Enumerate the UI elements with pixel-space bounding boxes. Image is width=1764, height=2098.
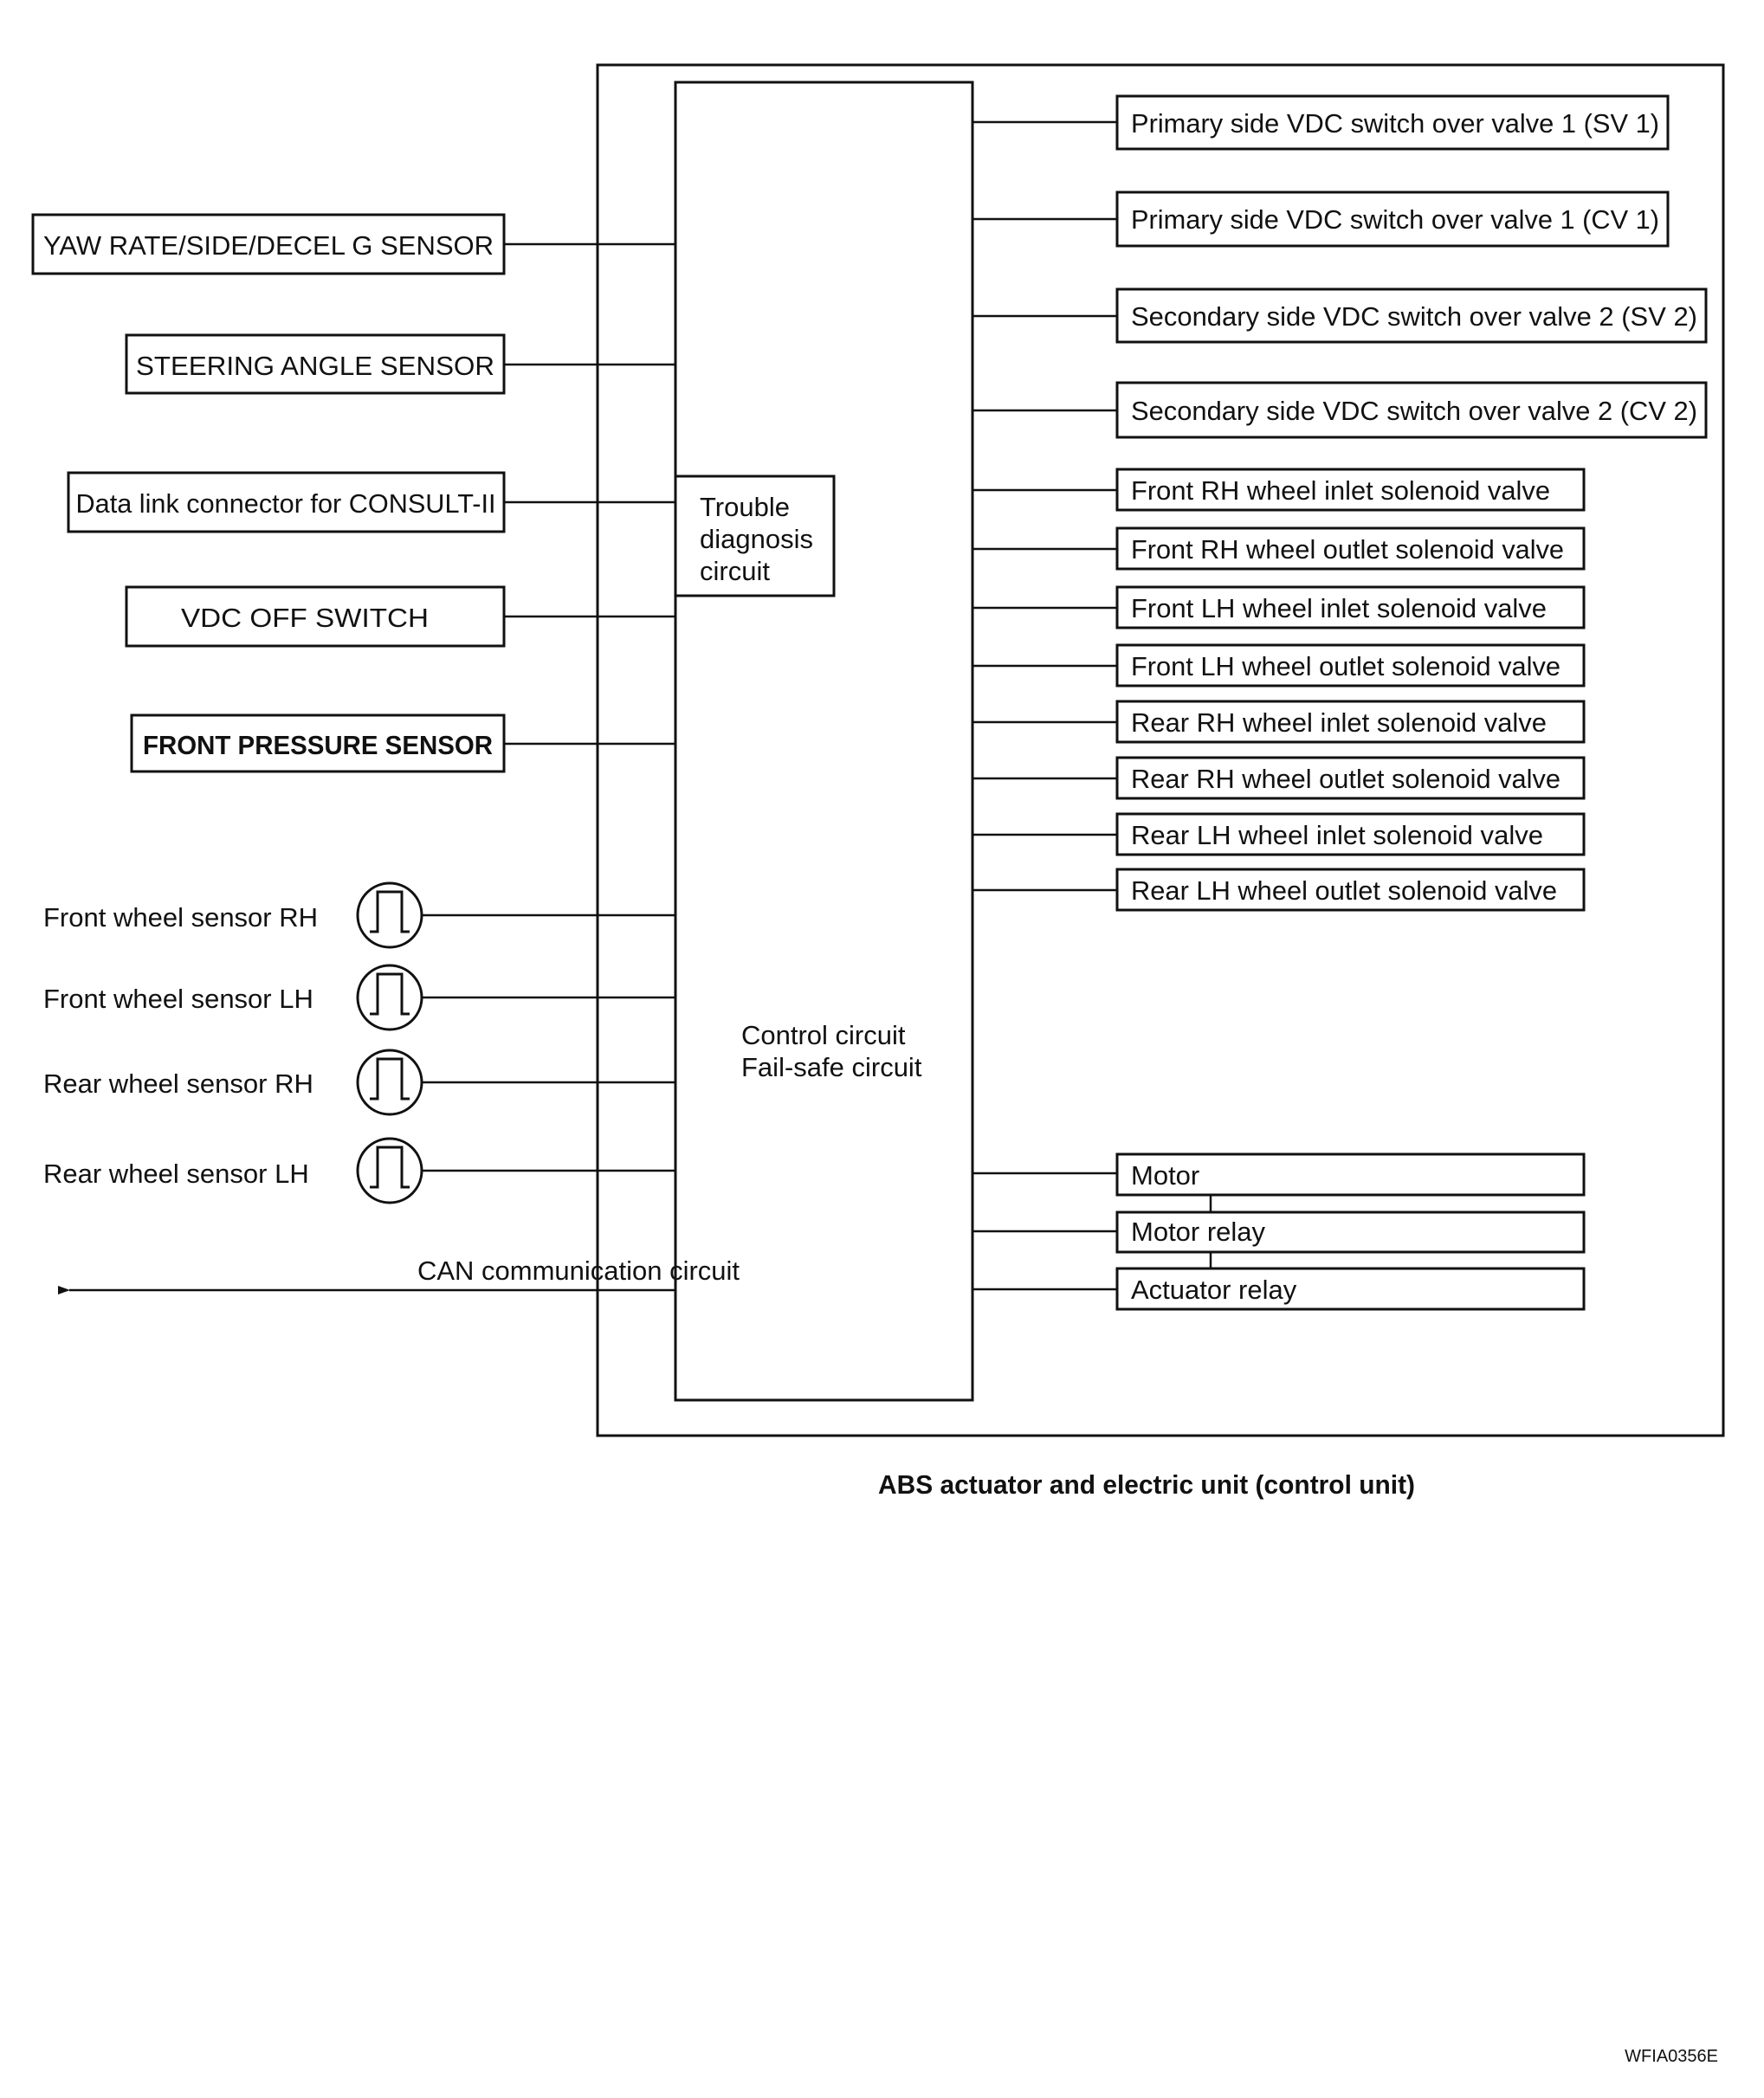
- wheel-sensor-rear-lh-label: Rear wheel sensor LH: [43, 1159, 309, 1189]
- motor-group: [972, 1154, 1584, 1309]
- wheel-sensor-rear-lh: [43, 1139, 675, 1203]
- wheel-sensor-rear-rh: [43, 1050, 675, 1114]
- fail-safe-circuit-label: Fail-safe circuit: [741, 1052, 922, 1082]
- output-rear-rh-outlet: [972, 758, 1584, 798]
- pulse-icon: [370, 974, 410, 1014]
- output-rear-rh-outlet-label: Rear RH wheel outlet solenoid valve: [1131, 764, 1560, 794]
- wheel-sensor-front-rh: [43, 883, 675, 947]
- output-front-lh-outlet-label: Front LH wheel outlet solenoid valve: [1131, 651, 1560, 681]
- figure-code: WFIA0356E: [1625, 2047, 1718, 2066]
- wheel-sensor-front-lh-label: Front wheel sensor LH: [43, 984, 313, 1014]
- can-communication-line: [69, 1256, 740, 1290]
- output-front-lh-outlet: [972, 645, 1584, 686]
- control-circuit-block: [675, 82, 972, 1400]
- can-communication-label: CAN communication circuit: [417, 1256, 740, 1286]
- unit-caption: ABS actuator and electric unit (control unit): [878, 1469, 1415, 1500]
- control-circuit-label: Control circuit: [741, 1020, 906, 1050]
- output-secondary-sv2-label: Secondary side VDC switch over valve 2 (SV 2): [1131, 301, 1697, 332]
- output-primary-cv1-label: Primary side VDC switch over valve 1 (CV 1): [1131, 204, 1659, 235]
- input-front-pressure-sensor: [132, 715, 675, 771]
- output-rear-lh-inlet-label: Rear LH wheel inlet solenoid valve: [1131, 820, 1543, 850]
- input-yaw-rate-label: YAW RATE/SIDE/DECEL G SENSOR: [43, 230, 494, 261]
- input-vdc-off-switch: [126, 587, 675, 646]
- motor-relay-label: Motor relay: [1131, 1217, 1266, 1247]
- output-rear-lh-outlet: [972, 869, 1584, 910]
- input-vdc-off-label: VDC OFF SWITCH: [181, 603, 429, 633]
- output-rear-rh-inlet-label: Rear RH wheel inlet solenoid valve: [1131, 707, 1547, 738]
- wheel-sensor-rear-rh-label: Rear wheel sensor RH: [43, 1068, 313, 1099]
- input-steering-angle-sensor: [126, 335, 675, 393]
- input-data-link-connector: [68, 473, 675, 532]
- wheel-sensor-front-lh: [43, 965, 675, 1030]
- input-steering-angle-label: STEERING ANGLE SENSOR: [136, 351, 494, 381]
- trouble-diagnosis-line-3: circuit: [700, 556, 770, 586]
- output-front-lh-inlet: [972, 587, 1584, 628]
- output-secondary-sv2: [972, 289, 1706, 342]
- input-yaw-rate-sensor: [33, 215, 675, 274]
- pulse-icon: [370, 1059, 410, 1099]
- input-data-link-label: Data link connector for CONSULT-II: [75, 488, 496, 519]
- output-front-lh-inlet-label: Front LH wheel inlet solenoid valve: [1131, 593, 1547, 623]
- motor-label: Motor: [1131, 1160, 1200, 1191]
- trouble-diagnosis-line-2: diagnosis: [700, 524, 813, 554]
- pulse-icon: [370, 1147, 410, 1187]
- output-rear-rh-inlet: [972, 701, 1584, 742]
- output-front-rh-outlet-label: Front RH wheel outlet solenoid valve: [1131, 534, 1564, 565]
- output-secondary-cv2: [972, 383, 1706, 437]
- output-rear-lh-outlet-label: Rear LH wheel outlet solenoid valve: [1131, 875, 1557, 906]
- output-rear-lh-inlet: [972, 814, 1584, 855]
- output-front-rh-inlet: [972, 469, 1584, 510]
- output-primary-sv1: [972, 96, 1668, 149]
- wheel-sensor-front-rh-label: Front wheel sensor RH: [43, 902, 319, 933]
- output-primary-sv1-label: Primary side VDC switch over valve 1 (SV 1): [1131, 108, 1659, 139]
- output-front-rh-outlet: [972, 528, 1584, 569]
- actuator-relay-label: Actuator relay: [1131, 1275, 1297, 1305]
- output-secondary-cv2-label: Secondary side VDC switch over valve 2 (CV 2): [1131, 396, 1697, 426]
- input-front-pressure-label: FRONT PRESSURE SENSOR: [143, 730, 493, 760]
- pulse-icon: [370, 892, 410, 932]
- output-front-rh-inlet-label: Front RH wheel inlet solenoid valve: [1131, 475, 1550, 506]
- trouble-diagnosis-line-1: Trouble: [700, 492, 790, 522]
- output-primary-cv1: [972, 192, 1668, 246]
